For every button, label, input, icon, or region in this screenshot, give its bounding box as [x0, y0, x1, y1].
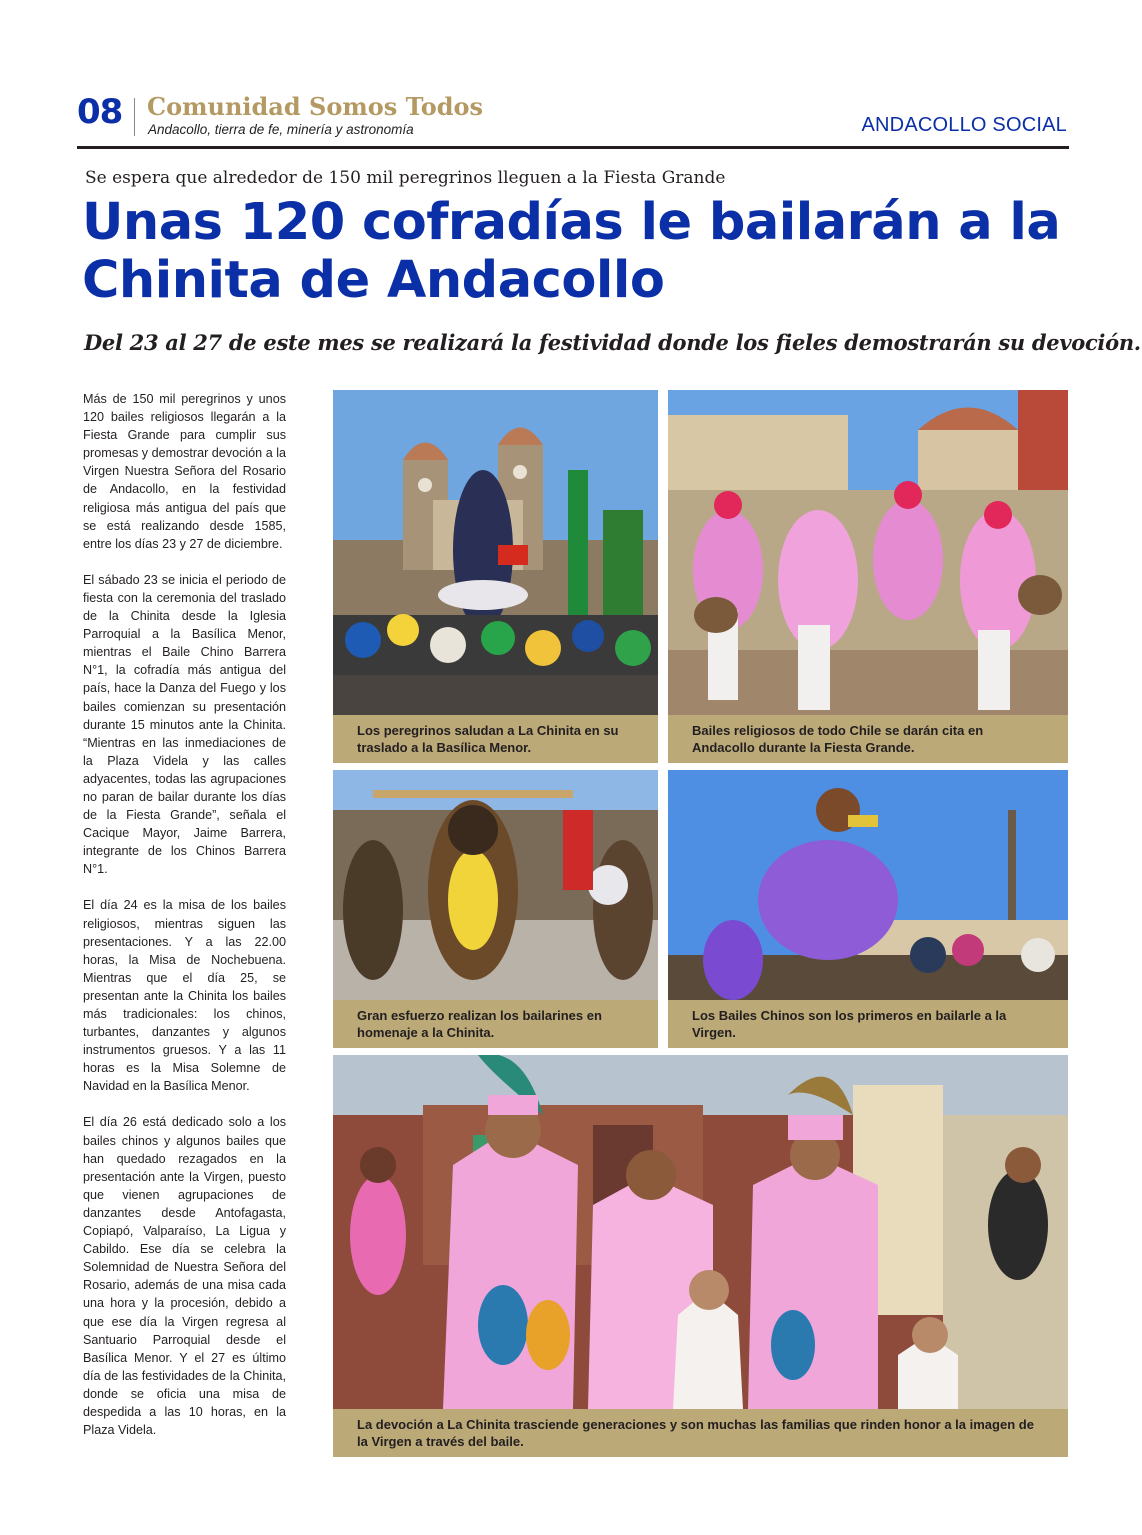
body-paragraph: El sábado 23 se inicia el periodo de fiesta con la ceremonia del traslado de la Chinita desde la Iglesia Parroquial a la Basílica Menor, mientras el Baile Chino Barrera N°1, la cofradía más antigua del país, hace la Danza del Fuego y los bailes comienzan su presentación durante 15 minutos ante la Chinita. “Mientras en las inmediaciones de la Plaza Videla y las calles adyacentes, todas las agrupaciones no paran de bailar durante los días de la Fiesta Grande”, señala el Cacique Mayor, Jaime Barrera, integrante de los Chinos Barrera N°1. — [83, 572, 286, 877]
photo-caption: Los Bailes Chinos son los primeros en bailarle a la Virgen. — [668, 1000, 1068, 1048]
page-number: 08 — [77, 92, 123, 132]
section-label: ANDACOLLO SOCIAL — [861, 114, 1067, 136]
photo-basilica-procession — [333, 390, 658, 715]
photo-feathered-dancer — [333, 770, 658, 1000]
article-headline: Unas 120 cofradías le bailarán a la Chinita de Andacollo — [82, 193, 1061, 310]
brand-tagline: Andacollo, tierra de fe, minería y astronomía — [148, 122, 414, 137]
photo-caption: Gran esfuerzo realizan los bailarines en homenaje a la Chinita. — [333, 1000, 658, 1048]
header-divider — [134, 98, 135, 136]
photo-caption: Los peregrinos saludan a La Chinita en su traslado a la Basílica Menor. — [333, 715, 658, 763]
header-rule — [77, 146, 1069, 149]
photo-caption: La devoción a La Chinita trasciende generaciones y son muchas las familias que rinden honor a la imagen de la Virgen a través del baile. — [333, 1409, 1068, 1457]
body-paragraph: El día 26 está dedicado solo a los bailes chinos y algunos bailes que han quedado rezagados en la presentación ante la Virgen, puesto que vienen agrupaciones de danzantes desde Antofagasta, Copiapó, Valparaíso, La Ligua y Cabildo. Ese día se celebra la Solemnidad de Nuestra Señora del Rosario, además de una misa cada una hora y la procesión, debido a que ese día la Virgen regresa al Santuario Parroquial desde el Basílica Menor. Y el 27 es último día de las festividades de la Chinita, donde se oficia una misa de despedida a las 10 horas, en la Plaza Videla. — [83, 1115, 286, 1438]
body-paragraph: Más de 150 mil peregrinos y unos 120 bailes religiosos llegarán a la Fiesta Grande para cumplir sus promesas y demostrar devoción a la Virgen Nuestra Señora del Rosario de Andacollo, en la festividad religiosa más antigua del país que se está realizando desde 1585, entre los días 23 y 27 de diciembre. — [83, 392, 286, 551]
page-header — [77, 92, 1069, 150]
article-body — [83, 390, 286, 1457]
article-deck: Del 23 al 27 de este mes se realizará la festividad donde los fieles demostrarán su devoción. — [84, 330, 1141, 355]
photo-pink-dancers — [668, 390, 1068, 715]
photo-purple-dancer — [668, 770, 1068, 1000]
body-paragraph: El día 24 es la misa de los bailes religiosos, mientras siguen las presentaciones. Y a las 22.00 horas, la Misa de Nochebuena. Mientras que el día 25, se presentan ante la Chinita los bailes más tradicionales: los chinos, turbantes, danzantes y algunos instrumentos gruesos. Y a las 11 horas es la Misa Solemne de Navidad en la Basílica Menor. — [83, 898, 286, 1094]
photo-caption: Bailes religiosos de todo Chile se darán cita en Andacollo durante la Fiesta Grande. — [668, 715, 1068, 763]
photo-family-dancers — [333, 1055, 1068, 1409]
article-kicker: Se espera que alrededor de 150 mil peregrinos lleguen a la Fiesta Grande — [85, 168, 726, 188]
brand-title: Comunidad Somos Todos — [147, 92, 484, 121]
